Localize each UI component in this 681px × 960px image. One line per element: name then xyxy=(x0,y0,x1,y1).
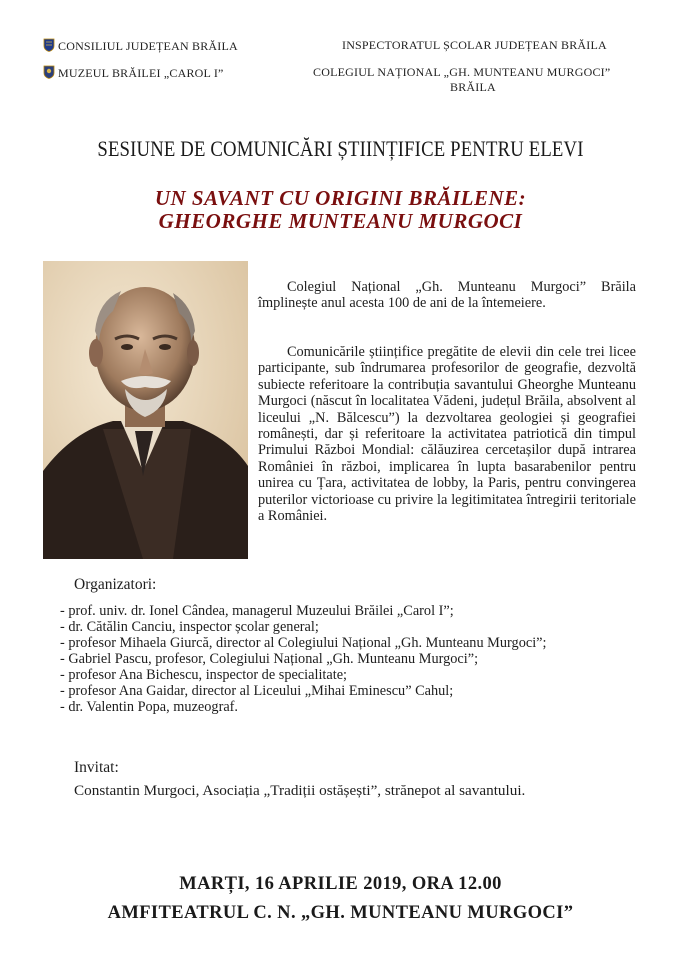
session-title: SESIUNE DE COMUNICĂRI ȘTIINȚIFICE PENTRU ELEVI xyxy=(97,136,584,161)
college-city-label: BRĂILA xyxy=(450,80,496,94)
paragraph-description xyxy=(258,344,636,524)
inspectorate-label: INSPECTORATUL ȘCOLAR JUDEȚEAN BRĂILA xyxy=(342,38,607,52)
organizer-item: - profesor Ana Bichescu, inspector de specialitate; xyxy=(60,667,348,683)
county-council-label: CONSILIUL JUDEȚEAN BRĂILA xyxy=(58,39,238,53)
museum-label: MUZEUL BRĂILEI „CAROL I” xyxy=(58,66,224,80)
invited-guest: Constantin Murgoci, Asociația „Tradiții ostășești”, strănepot al savantului. xyxy=(74,782,526,799)
paragraph-description-text: Comunicările științifice pregătite de elevii din cele trei licee participante, sub îndrumarea profesorilor de geografie, dezvoltă subiecte referitoare la contribuția savantului Gheorghe Munteanu Murgoci (născut în localitatea Vădeni, județul Brăila, absolvent al liceului „N. Bălcescu”) la dezvoltarea geologiei și geografiei românești, dar și referitoare la activitatea patriotică din timpul Primului Război Mondial: călăuzirea cercetașilor după intrarea României în război, implicarea în lupta basarabenilor pentru unirea cu Țara, activitatea de lobby, la Paris, pentru convingerea puterilor victorioase cu privire la legitimitatea întregirii teritoriale a României. xyxy=(258,344,636,525)
organizer-item: - dr. Valentin Popa, muzeograf. xyxy=(60,699,239,715)
paragraph-anniversary-text: Colegiul Național „Gh. Munteanu Murgoci” Brăila împlinește anul acesta 100 de ani de la întemeiere. xyxy=(258,279,636,312)
organizer-item: - profesor Mihaela Giurcă, director al Colegiului Național „Gh. Munteanu Murgoci”; xyxy=(60,635,547,651)
event-venue: AMFITEATRUL C. N. „GH. MUNTEANU MURGOCI” xyxy=(107,903,574,923)
subtitle-line2: GHEORGHE MUNTEANU MURGOCI xyxy=(158,209,523,233)
subtitle-line1: UN SAVANT CU ORIGINI BRĂILENE: xyxy=(154,186,527,210)
county-crest-icon xyxy=(43,38,55,52)
organizer-item: - dr. Cătălin Canciu, inspector școlar general; xyxy=(60,619,319,635)
portrait-illustration xyxy=(43,261,248,559)
invited-heading: Invitat: xyxy=(74,759,119,776)
organizer-item: - prof. univ. dr. Ionel Cândea, managerul Muzeului Brăilei „Carol I”; xyxy=(60,603,454,619)
organizers-heading: Organizatori: xyxy=(74,576,157,593)
header-left-line1 xyxy=(43,38,238,54)
header-left-line2 xyxy=(43,65,224,81)
organizer-item: - profesor Ana Gaidar, director al Liceului „Mihai Eminescu” Cahul; xyxy=(60,683,454,699)
event-date: MARȚI, 16 APRILIE 2019, ORA 12.00 xyxy=(179,874,502,894)
portrait-photo xyxy=(43,261,248,559)
college-label: COLEGIUL NAȚIONAL „GH. MUNTEANU MURGOCI” xyxy=(313,65,611,79)
museum-crest-icon xyxy=(43,65,55,79)
paragraph-anniversary xyxy=(258,279,636,312)
organizer-item: - Gabriel Pascu, profesor, Colegiului Național „Gh. Munteanu Murgoci”; xyxy=(60,651,479,667)
organizers-list xyxy=(60,603,620,715)
